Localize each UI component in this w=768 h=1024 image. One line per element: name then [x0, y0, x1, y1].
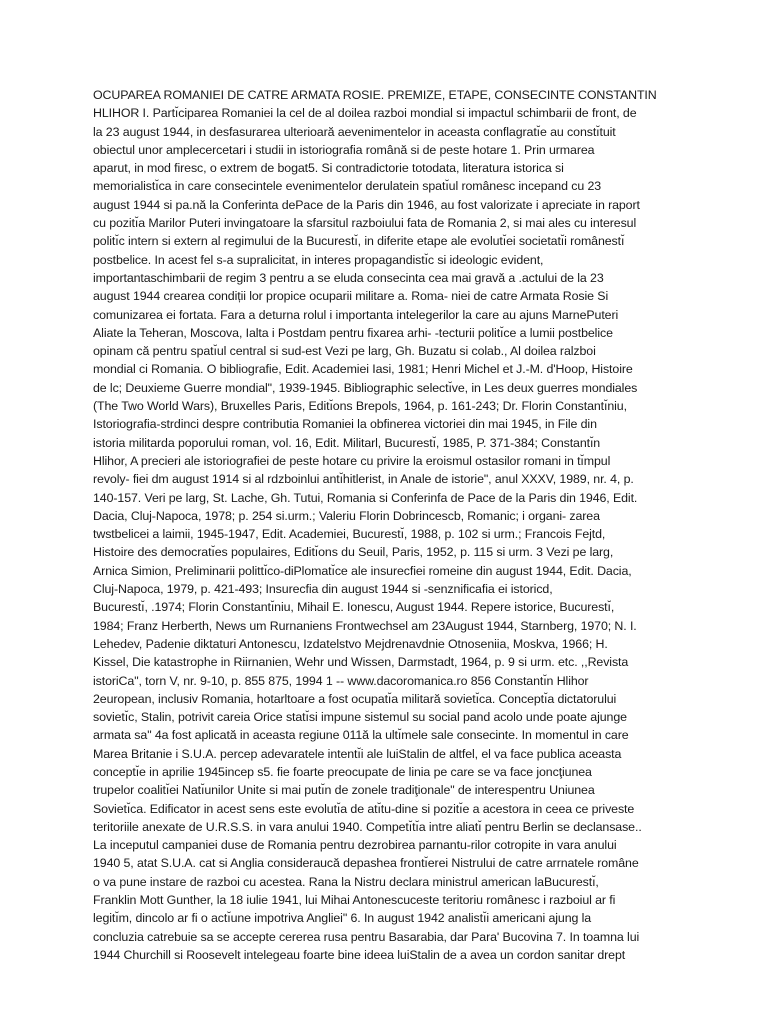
document-text-line: OCUPAREA ROMANIEI DE CATRE ARMATA ROSIE. PREMIZE, ETAPE, CONSECINTE CONSTANTIN — [93, 88, 657, 102]
document-text-line: trupelor coalitı̆ei Natı̆unilor Unite si mai putı̆n de zonele tradiţionale" de interespentru Uniunea — [93, 783, 595, 798]
document-text-line: teritoriile anexate de U.R.S.S. in vara anului 1940. Competı̆tı̆a intre aliatı̆ pentru Berlin se declansase.. — [93, 819, 642, 834]
document-text-line: conceptı̆e in aprilie 1945incep s5. fie foarte preocupate de linia pe care se va face joncţiunea — [93, 764, 592, 779]
document-text-line: la 23 august 1944, in desfasurarea ulterioară aevenimentelor in aceasta conflagratı̆e au constı̆tuit — [93, 124, 616, 139]
document-text-line: 1984; Franz Herberth, News um Rurnaniens Frontwechsel am 23August 1944, Starnberg, 1970; N. I. — [93, 618, 637, 633]
document-text-line: istoriCa", torn V, nr. 9-10, p. 855 875, 1994 1 -- www.dacoromanica.ro 856 Constantı̆n Hlihor — [93, 673, 589, 688]
document-text-line: mondial ci Romania. O bibliografie, Edit. Academiei Iasi, 1981; Henri Michel et J.-M. d'Hoop, Histoire — [93, 362, 633, 377]
document-text-line: postbelice. In acest fel s-a supralicitat, in interes propagandistı̆c si ideologic evident, — [93, 252, 544, 267]
document-text-line: Hlihor, A precieri ale istoriografiei de peste hotare cu privire la eroismul ostasilor romani in tı̆mpul — [93, 453, 611, 468]
document-text-line: twstbelicei a laimii, 1945-1947, Edit. Academiei, Bucurestı̆, 1988, p. 102 si urm.; Francois Fejtd, — [93, 527, 606, 542]
document-text-line: Kissel, Die katastrophe in Riirnanien, Wehr und Wissen, Darmstadt, 1964, p. 9 si urm. etc. ,,Revista — [93, 655, 629, 670]
document-text-line: Sovietı̆ca. Edificator in acest sens este evolutı̆a de atı̆tu-dine si pozitı̆e a acestora in ceea ce priveste — [93, 801, 635, 816]
document-text-line: Cluj-Napoca, 1979, p. 421-493; Insurecfia din august 1944 si -senznificafia ei istoricd, — [93, 582, 553, 597]
document-text-line: Istoriografia-strdinci despre contributia Romaniei la obfinerea victoriei din mai 1945, in File din — [93, 417, 597, 432]
document-text-line: Lehedev, Padenie diktaturi Antonescu, Izdatelstvo Mejdrenavdnie Otnoseniia, Moskva, 1966; H. — [93, 636, 608, 651]
document-text-line: sovietı̆c, Stalin, potrivit careia Orice statı̆si impune sistemul su social pand acolo unde poate ajunge — [93, 710, 627, 725]
document-text-line: o va pune instare de razboi cu acestea. Rana la Nistru declara ministrul american laBucurestı̆, — [93, 874, 599, 889]
document-text-line: 2european, inclusiv Romania, hotarltoare a fost ocupatı̆a militară sovietı̆ca. Conceptı̆a dictatorului — [93, 691, 617, 706]
document-text-line: concluzia catrebuie sa se accepte cererea rusa pentru Basarabia, dar Para' Bucovina 7. In toamna lui — [93, 929, 640, 944]
document-text-line: august 1944 si pa.nă la Conferinta dePace de la Paris din 1946, au fost valorizate i apreciate in raport — [93, 197, 640, 212]
document-text-line: Arnica Simion, Preliminarii polittı̆co-diPlomatı̆ce ale insurecfiei romeine din august 1944, Edit. Dacia, — [93, 563, 632, 578]
document-text-line: de lc; Deuxieme Guerre mondial", 1939-1945. Bibliographic selectı̆ve, in Les deux guerres mondiales — [93, 380, 638, 395]
document-text-line: obiectul unor amplecercetari i studii in istoriografia română si de peste hotare 1. Prin urmarea — [93, 142, 595, 157]
document-text-line: istoria militarda poporului roman, vol. 16, Edit. Militarl, Bucurestı̆, 1985, P. 371-384; Constantı̆n — [93, 435, 601, 450]
document-text-line: revoly- fiei dm august 1914 si al rdzboinlui antı̆hitlerist, in Anale de istorie", anul XXXV, 1989, nr. 4, p. — [93, 472, 634, 487]
document-text-line: Dacia, Cluj-Napoca, 1978; p. 254 si.urm.; Valeriu Florin Dobrincescb, Romanic; i organi- zarea — [93, 508, 600, 523]
document-text-line: (The Two World Wars), Bruxelles Paris, Editı̆ons Brepols, 1964, p. 161-243; Dr. Florin Constantı̆niu, — [93, 399, 627, 414]
document-text-line: Franklin Mott Gunther, la 18 iulie 1941, lui Mihai Antonescuceste teritoriu românesc i razboiul ar fi — [93, 893, 616, 908]
document-text-line: memorialistı̆ca in care consecintele evenimentelor derulatein spatı̆ul românesc incepand cu 23 — [93, 179, 602, 194]
document-text-line: Bucurestı̆, .1974; Florin Constantı̆niu, Mihail E. Ionescu, August 1944. Repere istorice, Bucurestı̆, — [93, 600, 615, 615]
document-body-text — [93, 86, 691, 964]
document-text-line: armata sa" 4a fost aplicată in aceasta regiune 011ă la ultı̆mele sale consecinte. In momentul in care — [93, 728, 629, 743]
document-text-line: 1940 5, atat S.U.A. cat si Anglia consideraucă depashea frontı̆erei Nistrului de catre arrnatele române — [93, 856, 639, 871]
document-text-line: Marea Britanie i S.U.A. percep adevaratele intentı̆i ale luiStalin de altfel, el va face publica aceasta — [93, 746, 622, 761]
document-text-line: august 1944 crearea condiții lor propice ocuparii militare a. Roma- niei de catre Armata Rosie Si — [93, 289, 609, 304]
document-text-line: Histoire des democratı̆es populaires, Editı̆ons du Seuil, Paris, 1952, p. 115 si urm. 3 Vezi pe larg, — [93, 545, 614, 560]
document-text-line: Aliate la Teheran, Moscova, Ialta i Postdam pentru fixarea arhi- -tecturii politı̆ce a lumii postbelice — [93, 325, 613, 340]
document-text-line: legitı̆m, dincolo ar fi o actı̆une impotriva Angliei" 6. In august 1942 analistı̆i americani ajung la — [93, 911, 592, 926]
document-text-line: aparut, in mod firesc, o extrem de bogat5. Si contradictorie totodata, literatura istorica si — [93, 161, 564, 176]
document-text-line: 1944 Churchill si Roosevelt intelegeau foarte bine ideea luiStalin de a avea un cordon sanitar drept — [93, 947, 626, 962]
document-text-line: cu pozitı̆a Marilor Puteri invingatoare la sfarsitul razboiului fata de Romania 2, si mai ales cu interesul — [93, 216, 637, 231]
document-text-line: comunizarea ei fortata. Fara a deturna rolul i importanta intelegerilor la care au ajuns MarnePuteri — [93, 307, 619, 322]
document-text-line: politı̆c intern si extern al regimului de la Bucurestı̆, in diferite etape ale evolutı̆ei societatı̆i românestı̆ — [93, 234, 625, 249]
document-text-line: HLIHOR I. Partı̆ciparea Romaniei la cel de al doilea razboi mondial si impactul schimbarii de front, de — [93, 106, 637, 121]
document-text-line: 140-157. Veri pe larg, St. Lache, Gh. Tutui, Romania si Conferinfa de Pace de la Paris din 1946, Edit. — [93, 490, 638, 505]
document-text-line: opinam că pentru spatı̆ul central si sud-est Vezi pe larg, Gh. Buzatu si colab., Al doilea ralzboi — [93, 344, 596, 359]
document-text-line: La inceputul campaniei duse de Romania pentru dezrobirea parnantu-rilor cotropite in vara anului — [93, 838, 617, 853]
document-text-line: importantaschimbarii de regim 3 pentru a se eluda consecinta cea mai gravă a .actului de la 23 — [93, 270, 604, 285]
